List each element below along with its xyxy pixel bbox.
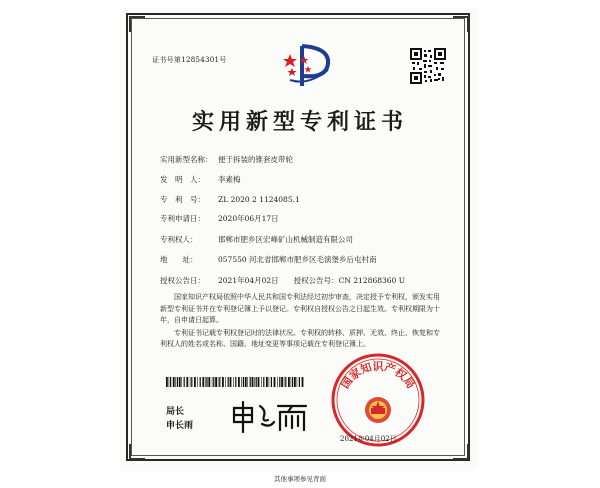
field-application-date bbox=[160, 213, 279, 224]
field-label: 授权公告日： bbox=[160, 276, 205, 285]
field-label: 专 利 号： bbox=[160, 195, 205, 204]
director-name: 申长雨 bbox=[166, 421, 194, 431]
seal-text: 国家知识产权局 bbox=[338, 360, 418, 392]
field-value: 邯郸市肥乡区宏峰矿山机械制造有限公司 bbox=[218, 235, 353, 244]
field-grant-announcement bbox=[160, 275, 405, 286]
director-title: 局长 bbox=[166, 407, 185, 417]
corner-ornament bbox=[129, 16, 145, 32]
field-label: 发 明 人： bbox=[160, 175, 205, 184]
footer-note: 其他事项参见背面 bbox=[274, 475, 326, 483]
field-label: 专利权人： bbox=[160, 235, 198, 244]
field-label: 地 址： bbox=[160, 255, 198, 264]
field-inventor bbox=[160, 174, 241, 185]
field-label: 实用新型名称： bbox=[160, 155, 213, 164]
certificate-body-text bbox=[160, 292, 440, 352]
field-patent-number bbox=[160, 194, 300, 205]
certificate-title: 实用新型专利证书 bbox=[191, 109, 408, 135]
field-value: 057550 河北省邯郸市肥乡区毛演堡乡后屯村南 bbox=[218, 255, 377, 264]
field-address bbox=[160, 254, 377, 265]
field-utility-model-name bbox=[160, 154, 293, 165]
field-patentee bbox=[160, 234, 353, 245]
corner-ornament bbox=[129, 444, 145, 460]
field-label: 专利申请日： bbox=[160, 214, 205, 223]
cnipa-logo-icon bbox=[280, 40, 336, 92]
corner-ornament bbox=[453, 16, 469, 32]
field-value: 2020年06月17日 bbox=[218, 214, 279, 223]
handwritten-signature bbox=[230, 398, 310, 434]
field-value: 便于拆装的锥套皮带轮 bbox=[218, 155, 293, 164]
field-value: 李素梅 bbox=[218, 175, 241, 184]
seal-date: 2021年04月02日 bbox=[340, 435, 397, 443]
certificate-number: 证书号第12854301号 bbox=[152, 56, 227, 64]
body-paragraph: 专利证书记载专利权登记时的法律状况。专利权的转移、质押、无效、终止、恢复和专利权人的姓名或名称、国籍、地址变更等事项记载在专利登记簿上。 bbox=[160, 328, 440, 349]
corner-ornament bbox=[453, 444, 469, 460]
barcode-icon bbox=[166, 377, 306, 387]
qr-code-icon bbox=[410, 48, 446, 84]
field-value: 2021年04月02日 授权公告号：CN 212868360 U bbox=[218, 276, 406, 285]
body-paragraph: 国家知识产权局依照中华人民共和国专利法经过初步审查，决定授予专利权，颁发实用新型专利证书并在专利登记簿上予以登记。专利权自授权公告之日起生效。专利权期限为十年，自申请日起算。 bbox=[160, 293, 440, 325]
field-value: ZL 2020 2 1124085.1 bbox=[218, 195, 300, 204]
